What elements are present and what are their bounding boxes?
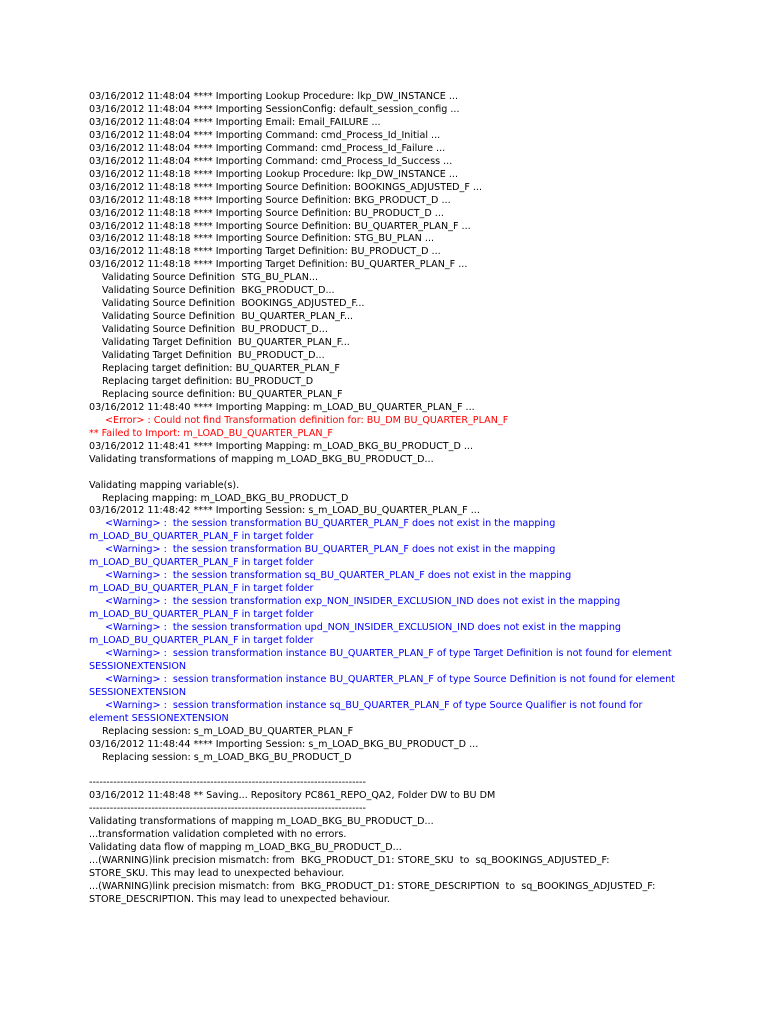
- log-line: Validating Source Definition BU_PRODUCT_D...: [102, 324, 328, 336]
- log-line: STORE_DESCRIPTION. This may lead to unexpected behaviour.: [89, 894, 390, 906]
- warning-line: SESSIONEXTENSION: [89, 660, 187, 672]
- blank-line: [89, 765, 689, 778]
- log-line: STORE_SKU. This may lead to unexpected behaviour.: [89, 868, 345, 880]
- warning-line: <Warning> : the session transformation upd_NON_INSIDER_EXCLUSION_IND does not exist in the mapping: [105, 622, 621, 634]
- blank-line: [89, 467, 689, 480]
- separator-line: --------------------------------------------------------------------------------: [89, 803, 366, 815]
- log-line: Replacing mapping: m_LOAD_BKG_BU_PRODUCT_D: [102, 492, 349, 504]
- warning-line: <Warning> : the session transformation BU_QUARTER_PLAN_F does not exist in the mapping: [105, 518, 556, 530]
- log-line: Replacing target definition: BU_QUARTER_PLAN_F: [102, 363, 340, 375]
- error-line: <Error> : Could not find Transformation definition for: BU_DM BU_QUARTER_PLAN_F: [105, 414, 509, 426]
- warning-line: m_LOAD_BU_QUARTER_PLAN_F in target folder: [89, 635, 314, 647]
- log-line: 03/16/2012 11:48:18 **** Importing Target Definition: BU_PRODUCT_D ...: [89, 246, 441, 258]
- log-line: 03/16/2012 11:48:18 **** Importing Source Definition: BU_PRODUCT_D ...: [89, 207, 444, 219]
- log-line: 03/16/2012 11:48:04 **** Importing Email: Email_FAILURE ...: [89, 116, 381, 128]
- log-line: Replacing target definition: BU_PRODUCT_D: [102, 375, 314, 387]
- log-line: 03/16/2012 11:48:42 **** Importing Session: s_m_LOAD_BU_QUARTER_PLAN_F ...: [89, 505, 480, 517]
- log-line: Validating Source Definition BOOKINGS_ADJUSTED_F...: [102, 298, 365, 310]
- log-line: 03/16/2012 11:48:04 **** Importing Command: cmd_Process_Id_Success ...: [89, 155, 453, 167]
- log-line: 03/16/2012 11:48:04 **** Importing Command: cmd_Process_Id_Initial ...: [89, 129, 441, 141]
- log-line: Validating Target Definition BU_PRODUCT_D...: [102, 350, 325, 362]
- log-line: 03/16/2012 11:48:41 **** Importing Mapping: m_LOAD_BKG_BU_PRODUCT_D ...: [89, 440, 474, 452]
- warning-line: <Warning> : the session transformation sq_BU_QUARTER_PLAN_F does not exist in the mapping: [105, 570, 572, 582]
- log-line: Validating transformations of mapping m_LOAD_BKG_BU_PRODUCT_D...: [89, 816, 434, 828]
- log-line: 03/16/2012 11:48:18 **** Importing Source Definition: STG_BU_PLAN ...: [89, 233, 435, 245]
- log-line: 03/16/2012 11:48:18 **** Importing Source Definition: BOOKINGS_ADJUSTED_F ...: [89, 181, 483, 193]
- log-document: [89, 91, 689, 907]
- log-line: 03/16/2012 11:48:48 ** Saving... Repository PC861_REPO_QA2, Folder DW to BU DM: [89, 790, 496, 802]
- log-line: 03/16/2012 11:48:18 **** Importing Target Definition: BU_QUARTER_PLAN_F ...: [89, 259, 468, 271]
- log-line: Replacing session: s_m_LOAD_BKG_BU_PRODUCT_D: [102, 751, 352, 763]
- log-line: Replacing session: s_m_LOAD_BU_QUARTER_PLAN_F: [102, 725, 354, 737]
- log-line: Validating Source Definition BKG_PRODUCT_D...: [102, 285, 335, 297]
- log-line: 03/16/2012 11:48:18 **** Importing Source Definition: BU_QUARTER_PLAN_F ...: [89, 220, 471, 232]
- warning-line: m_LOAD_BU_QUARTER_PLAN_F in target folder: [89, 609, 314, 621]
- log-line: Validating transformations of mapping m_LOAD_BKG_BU_PRODUCT_D...: [89, 453, 434, 465]
- log-line: 03/16/2012 11:48:18 **** Importing Lookup Procedure: lkp_DW_INSTANCE ...: [89, 168, 459, 180]
- log-line: Validating Source Definition BU_QUARTER_PLAN_F...: [102, 311, 354, 323]
- warning-line: <Warning> : session transformation instance BU_QUARTER_PLAN_F of type Source Definition is not found for element: [105, 673, 675, 685]
- log-line: Validating data flow of mapping m_LOAD_BKG_BU_PRODUCT_D...: [89, 842, 402, 854]
- error-line: ** Failed to Import: m_LOAD_BU_QUARTER_PLAN_F: [89, 427, 333, 439]
- log-line: 03/16/2012 11:48:04 **** Importing Command: cmd_Process_Id_Failure ...: [89, 142, 446, 154]
- log-line: 03/16/2012 11:48:04 **** Importing Lookup Procedure: lkp_DW_INSTANCE ...: [89, 91, 459, 102]
- log-line: 03/16/2012 11:48:44 **** Importing Session: s_m_LOAD_BKG_BU_PRODUCT_D ...: [89, 738, 479, 750]
- log-line: Replacing source definition: BU_QUARTER_PLAN_F: [102, 388, 343, 400]
- warning-line: m_LOAD_BU_QUARTER_PLAN_F in target folder: [89, 583, 314, 595]
- log-line: Validating mapping variable(s).: [89, 479, 240, 491]
- log-line: 03/16/2012 11:48:40 **** Importing Mapping: m_LOAD_BU_QUARTER_PLAN_F ...: [89, 401, 475, 413]
- log-line: ...transformation validation completed with no errors.: [89, 829, 347, 841]
- warning-line: <Warning> : the session transformation BU_QUARTER_PLAN_F does not exist in the mapping: [105, 544, 556, 556]
- warning-line: <Warning> : session transformation instance BU_QUARTER_PLAN_F of type Target Definition is not found for element: [105, 647, 672, 659]
- log-line: Validating Source Definition STG_BU_PLAN...: [102, 272, 319, 284]
- warning-line: element SESSIONEXTENSION: [89, 712, 229, 724]
- log-line: Validating Target Definition BU_QUARTER_PLAN_F...: [102, 337, 350, 349]
- log-line: 03/16/2012 11:48:04 **** Importing SessionConfig: default_session_config ...: [89, 103, 460, 115]
- warning-line: SESSIONEXTENSION: [89, 686, 187, 698]
- warning-line: m_LOAD_BU_QUARTER_PLAN_F in target folder: [89, 531, 314, 543]
- log-line: ...(WARNING)link precision mismatch: from BKG_PRODUCT_D1: STORE_SKU to sq_BOOKINGS_ADJUSTED_F:: [89, 855, 610, 867]
- warning-line: <Warning> : session transformation instance sq_BU_QUARTER_PLAN_F of type Source Qualifier is not found for: [105, 699, 643, 711]
- warning-line: <Warning> : the session transformation exp_NON_INSIDER_EXCLUSION_IND does not exist in the mapping: [105, 596, 621, 608]
- separator-line: --------------------------------------------------------------------------------: [89, 777, 366, 789]
- warning-line: m_LOAD_BU_QUARTER_PLAN_F in target folder: [89, 557, 314, 569]
- log-line: ...(WARNING)link precision mismatch: from BKG_PRODUCT_D1: STORE_DESCRIPTION to sq_BOOKINGS_ADJUSTED_F:: [89, 881, 656, 893]
- log-line: 03/16/2012 11:48:18 **** Importing Source Definition: BKG_PRODUCT_D ...: [89, 194, 451, 206]
